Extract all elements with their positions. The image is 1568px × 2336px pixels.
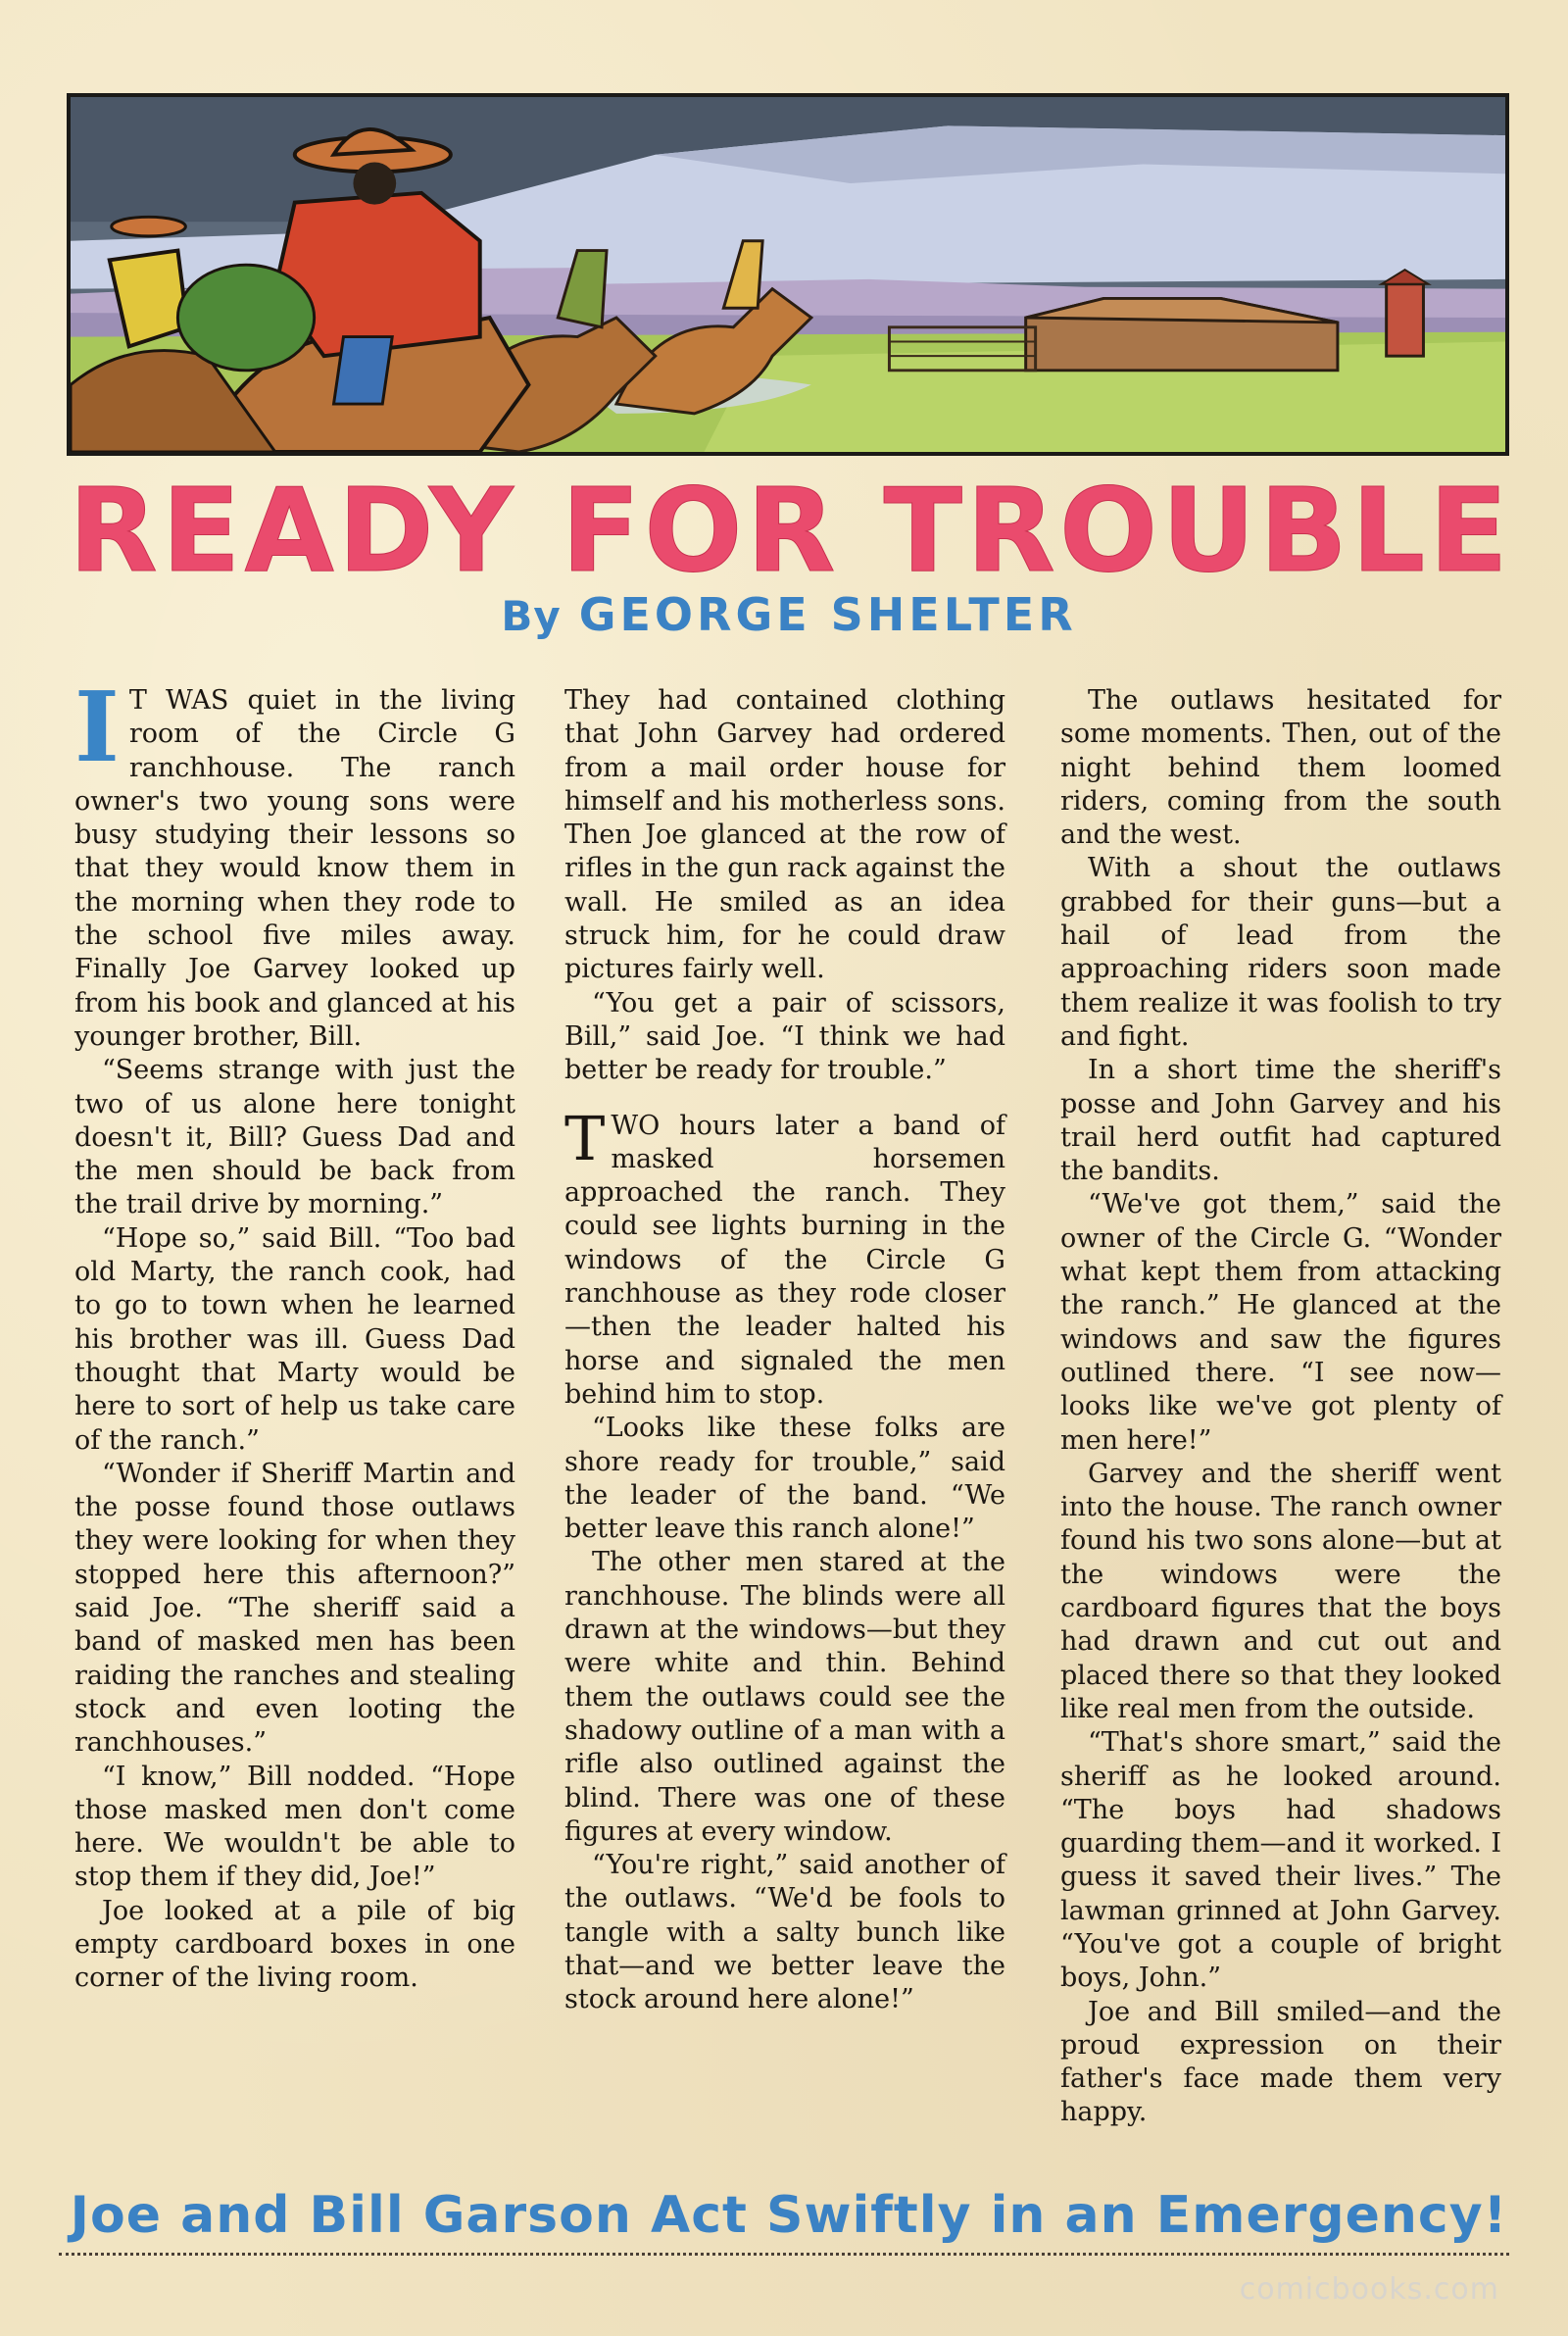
paragraph: The outlaws hesitated for some moments. Then, out of the night behind them loomed riders, coming from the south and the west. (1060, 685, 1501, 851)
byline-prefix: By (501, 592, 562, 640)
paragraph: “You get a pair of scissors, Bill,” said Joe. “I think we had better be ready for trouble.” (564, 987, 1005, 1086)
paragraph: “Wonder if Sheriff Martin and the posse found those outlaws they were looking for when they stopped here this afternoon?” said Joe. “The sheriff said a band of masked men has been raiding the ranches and stealing stock and even looting the ranchhouses.” (74, 1458, 515, 1759)
paragraph: Joe looked at a pile of big empty cardboard boxes in one corner of the living room. (74, 1895, 515, 1994)
paragraph: “That's shore smart,” said the sheriff as he looked around. “The boys had shadows guarding them—and it worked. I guess it saved their lives.” The lawman grinned at John Garvey. “You've got a couple of bright boys, John.” (1060, 1727, 1501, 1994)
watermark: comicbooks.com (1239, 2272, 1499, 2307)
paragraph: Joe and Bill smiled—and the proud expression on their father's face made them very happy. (1060, 1996, 1501, 2128)
paragraph: In a short time the sheriff's posse and John Garvey and his trail herd outfit had captured the bandits. (1060, 1055, 1501, 1187)
author-name: GEORGE SHELTER (578, 588, 1077, 641)
paragraph: “We've got them,” said the owner of the Circle G. “Wonder what kept them from attacking the ranch.” He glanced at the windows and saw the figures outlined there. “I see now—looks like we've got plenty of men here!” (1060, 1189, 1501, 1456)
paragraph: “Looks like these folks are shore ready for trouble,” said the leader of the band. “We better leave this ranch alone!” (564, 1413, 1005, 1545)
paragraph (74, 671, 515, 1054)
story-title: READY FOR TROUBLE (69, 463, 1512, 598)
paragraph-text: T WAS quiet in the living room of the Circle G ranchhouse. The ranch owner's two young sons were busy studying their lessons so that they would know them in the morning when they rode to the school five miles away. Finally Joe Garvey looked up from his book and glanced at his younger brother, Bill. (74, 685, 515, 1052)
paragraph: The other men stared at the ranchhouse. The blinds were all drawn at the windows—but they were white and thin. Behind them the outlaws could see the shadowy outline of a man with a rifle also outlined against the blind. There was one of these figures at every window. (564, 1547, 1005, 1847)
paragraph: “Hope so,” said Bill. “Too bad old Marty, the ranch cook, had to go to town when he learned his brother was ill. Guess Dad thought that Marty would be here to sort of help us take care of the ranch.” (74, 1222, 515, 1456)
paragraph-text: WO hours later a band of masked horsemen approached the ranch. They could see lights burning in the windows of the Circle G ranchhouse as they rode closer—then the leader halted his horse and signaled the men behind him to stop. (564, 1110, 1005, 1410)
paragraph: With a shout the outlaws grabbed for their guns—but a hail of lead from the approaching riders soon made them realize it was foolish to try and fight. (1060, 853, 1501, 1052)
story-columns (0, 671, 1568, 2184)
footer-tagline: Joe and Bill Garson Act Swiftly in an Emergency! (70, 2186, 1508, 2245)
column-1 (74, 671, 515, 1996)
paragraph: They had contained clothing that John Garvey had ordered from a mail order house for himself and his motherless sons. Then Joe glanced at the row of rifles in the gun rack against the wall. He smiled as an idea struck him, for he could draw pictures fairly well. (564, 685, 1005, 985)
footer-divider (59, 2253, 1509, 2260)
paragraph (564, 1102, 1005, 1413)
paragraph: “You're right,” said another of the outlaws. “We'd be fools to tangle with a salty bunch like that—and we better leave the stock around here alone!” (564, 1850, 1005, 2015)
section-break (564, 1088, 1005, 1110)
drop-cap: I (74, 671, 120, 784)
paragraph: “Seems strange with just the two of us alone here tonight doesn't it, Bill? Guess Dad and the men should be back from the trail drive by morning.” (74, 1055, 515, 1220)
column-3 (1060, 684, 1501, 2130)
paragraph: “I know,” Bill nodded. “Hope those masked men don't come here. We wouldn't be able to stop them if they did, Joe!” (74, 1761, 515, 1893)
drop-cap: T (564, 1102, 606, 1174)
header-illustration (67, 93, 1509, 456)
column-2 (564, 684, 1005, 2017)
western-scene-image (71, 97, 1505, 452)
paragraph: Garvey and the sheriff went into the house. The ranch owner found his two sons alone—but at the windows were the cardboard figures that the boys had drawn and cut out and placed there so that they looked like real men from the outside. (1060, 1458, 1501, 1724)
byline (69, 588, 1509, 641)
